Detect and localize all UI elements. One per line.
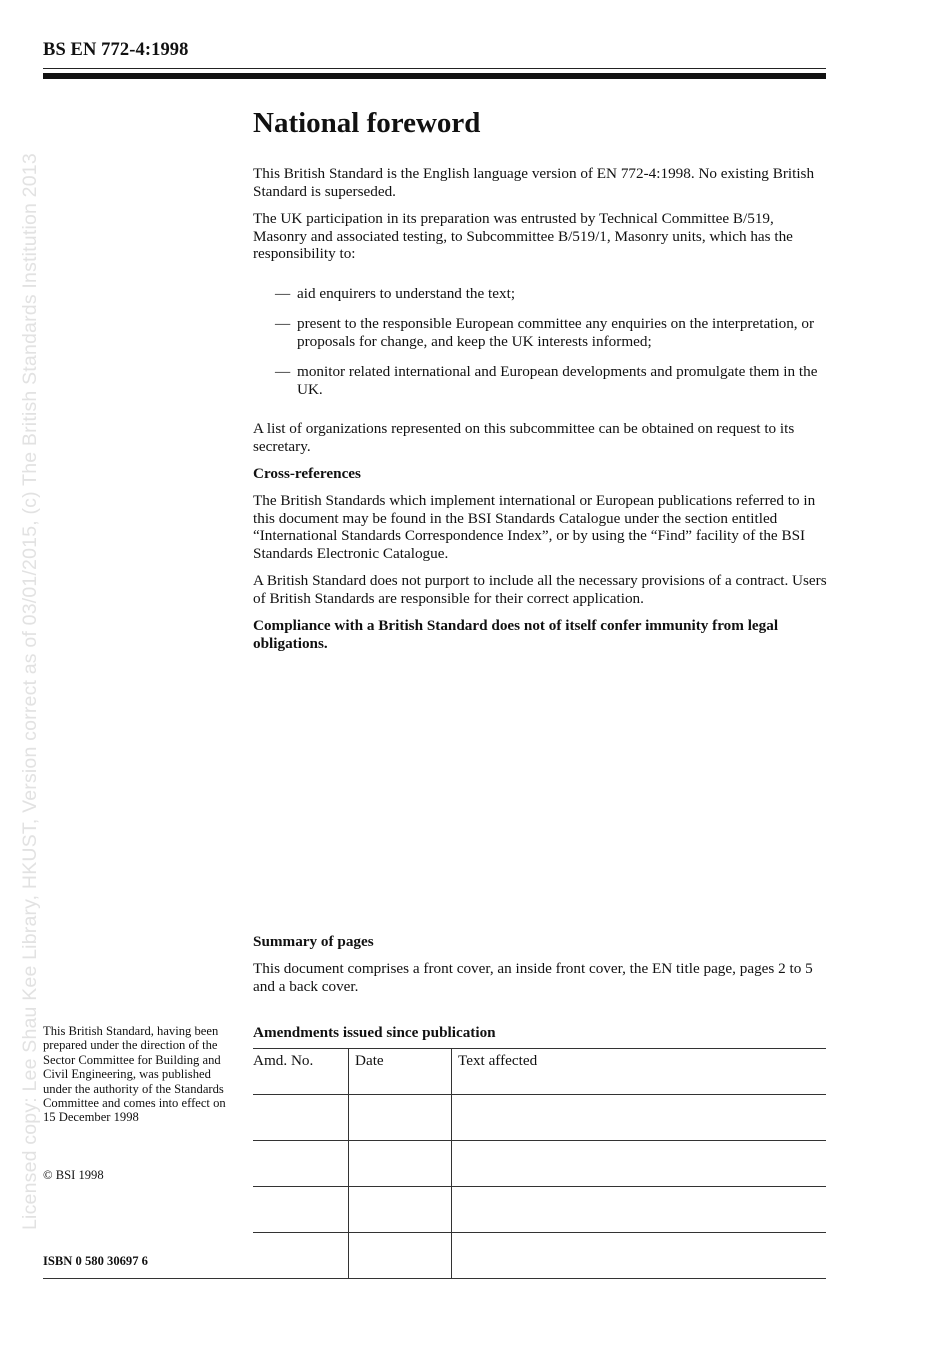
table-cell (349, 1141, 452, 1187)
table-row (253, 1233, 826, 1279)
dash-bullet: — (275, 285, 291, 302)
list-item-text: monitor related international and European developments and promulgate them in the UK. (297, 363, 818, 398)
paragraph-participation: The UK participation in its preparation was entrusted by Technical Committee B/519, Masonry and associated testing, to Subcommittee B/519/1, Masonry units, which has the responsibility to: (253, 210, 793, 262)
dash-bullet: — (275, 363, 291, 380)
list-item-text: present to the responsible European committee any enquiries on the interpretation, or proposals for change, and keep the UK interests informed; (297, 315, 815, 350)
paragraph-organizations: A list of organizations represented on this subcommittee can be obtained on request to its secretary. (253, 420, 795, 455)
table-cell (452, 1095, 827, 1141)
license-watermark: Licensed copy: Lee Shau Kee Library, HKUST, Version correct as of 03/01/2015, (c) The British Standards Institution 2013 (19, 153, 41, 1230)
paragraph-summary: This document comprises a front cover, an inside front cover, the EN title page, pages 2 to 5 and a back cover. (253, 960, 813, 995)
table-header-row (253, 1049, 826, 1095)
page-title: National foreword (253, 107, 481, 139)
paragraph-compliance: Compliance with a British Standard does not of itself confer immunity from legal obligations. (253, 617, 779, 652)
header-rule-thick (43, 73, 826, 79)
amendments-title: Amendments issued since publication (253, 1024, 496, 1041)
list-item (275, 363, 827, 398)
column-header-date: Date (349, 1049, 452, 1095)
table-cell (452, 1141, 827, 1187)
dash-bullet: — (275, 315, 291, 332)
document-code: BS EN 772-4:1998 (43, 40, 189, 60)
list-item (275, 285, 827, 303)
copyright-notice: © BSI 1998 (43, 1168, 104, 1182)
table-cell (349, 1187, 452, 1233)
paragraph-cross-references: The British Standards which implement international or European publications referred to in this document may be found in the BSI Standards Catalogue under the section entitled “International Standards Correspondence Index”, or by using the “Find” facility of the BSI Standards Electronic Catalogue. (253, 492, 816, 562)
table-row (253, 1187, 826, 1233)
list-item-text: aid enquirers to understand the text; (297, 285, 516, 302)
table-row (253, 1141, 826, 1187)
column-header-text-affected: Text affected (452, 1049, 827, 1095)
table-cell (253, 1095, 349, 1141)
table-cell (349, 1233, 452, 1279)
heading-summary-of-pages: Summary of pages (253, 933, 374, 950)
amendments-table (253, 1048, 826, 1279)
footer-rule (43, 1278, 826, 1279)
isbn: ISBN 0 580 30697 6 (43, 1254, 148, 1268)
paragraph-provisions: A British Standard does not purport to include all the necessary provisions of a contract. Users of British Standards are responsible for their correct application. (253, 572, 827, 607)
table-row (253, 1095, 826, 1141)
table-cell (349, 1095, 452, 1141)
table-cell (452, 1233, 827, 1279)
header-rule-thin (43, 68, 826, 69)
table-cell (452, 1187, 827, 1233)
heading-cross-references: Cross-references (253, 465, 361, 482)
list-item (275, 315, 827, 350)
table-cell (253, 1141, 349, 1187)
column-header-amd-no: Amd. No. (253, 1049, 349, 1095)
table-cell (253, 1233, 349, 1279)
table-cell (253, 1187, 349, 1233)
paragraph-superseded: This British Standard is the English language version of EN 772-4:1998. No existing British Standard is superseded. (253, 165, 815, 200)
publication-note: This British Standard, having been prepared under the direction of the Sector Committee for Building and Civil Engineering, was published under the authority of the Standards Committee and comes into effect on 15 December 1998 (43, 1024, 226, 1125)
